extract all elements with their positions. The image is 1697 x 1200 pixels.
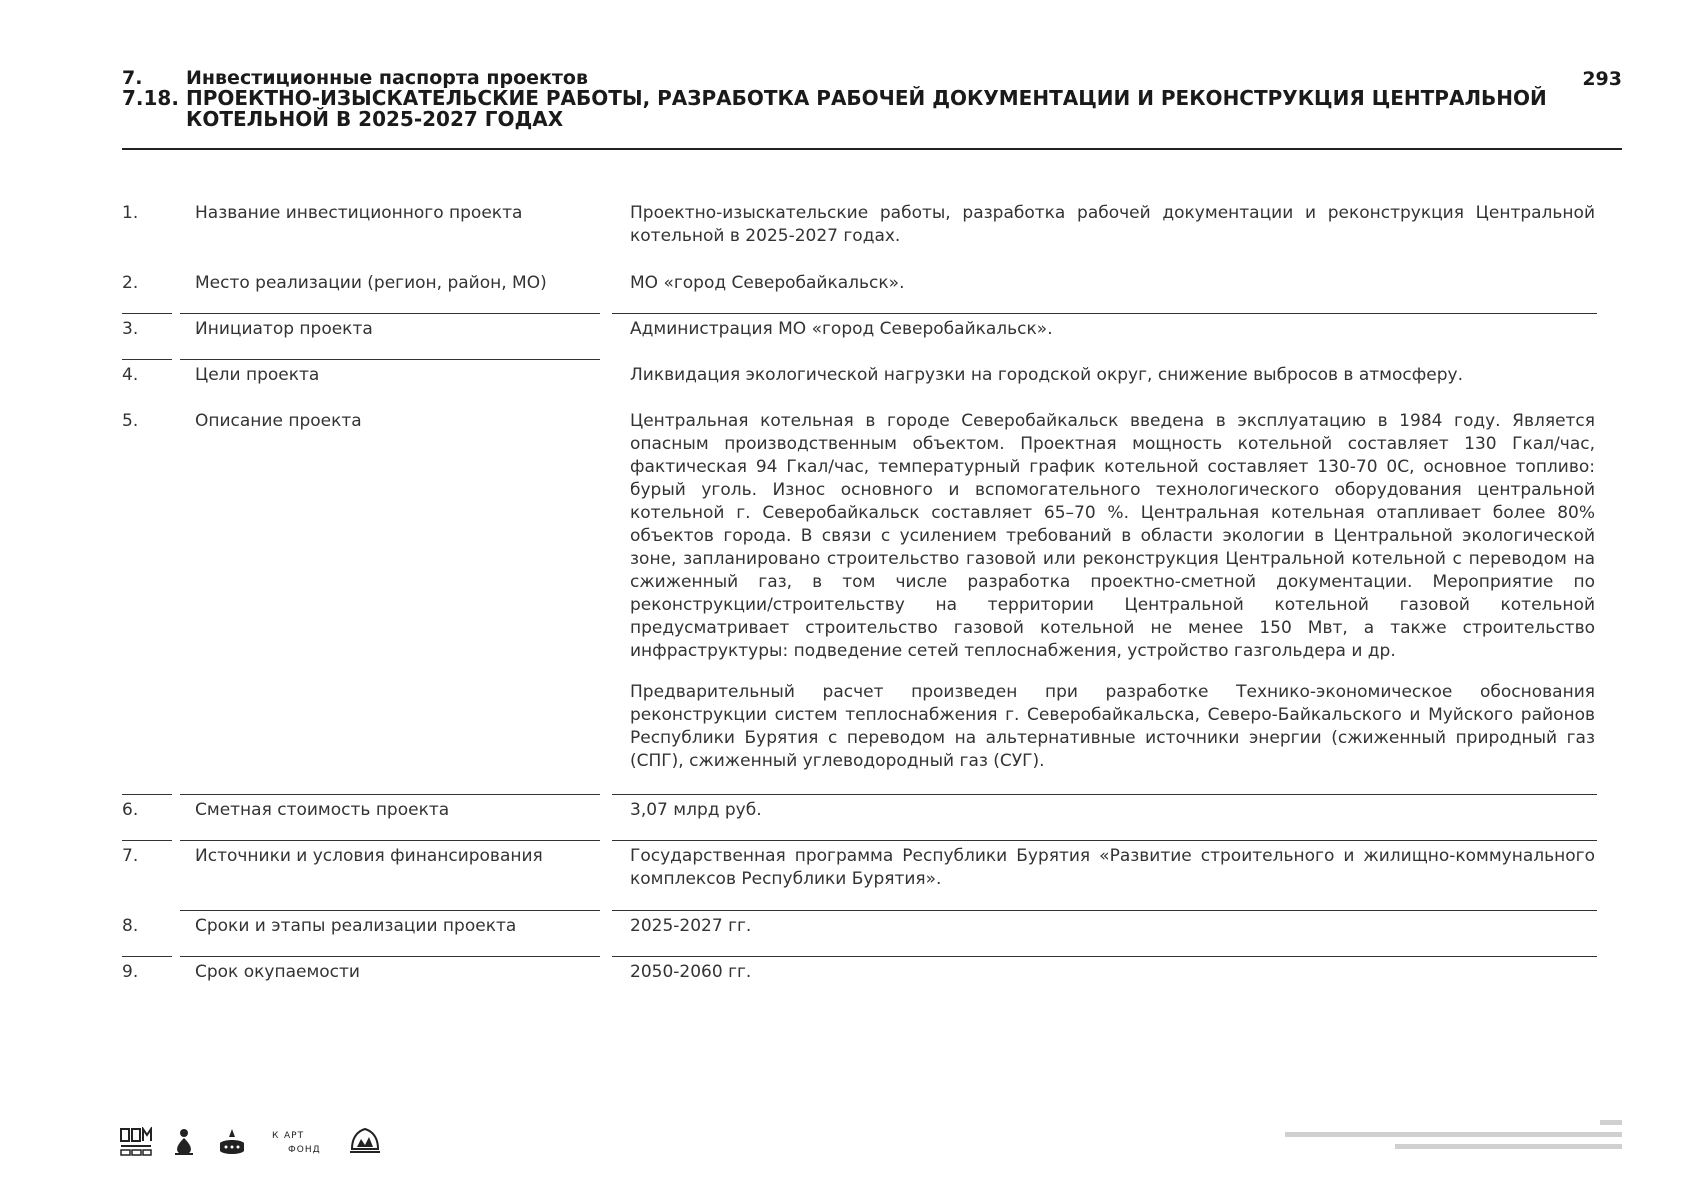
row-value: 3,07 млрд руб. [630, 800, 762, 820]
section-title: Инвестиционные паспорта проектов [186, 67, 589, 89]
footer-logos [120, 1122, 382, 1162]
dom-logo [120, 1127, 152, 1157]
row-divider [180, 794, 600, 795]
row-number: 8. [122, 916, 139, 936]
row-label: Срок окупаемости [195, 962, 360, 982]
row-divider [180, 910, 600, 911]
row-value: 2050-2060 гг. [630, 962, 752, 982]
row-label: Инициатор проекта [195, 319, 373, 339]
row-value [630, 410, 1595, 773]
row-divider [122, 313, 172, 314]
row-divider [180, 359, 600, 360]
row-value: Ликвидация экологической нагрузки на городской округ, снижение выбросов в атмосферу. [630, 365, 1463, 385]
kart-fond-logo [268, 1127, 328, 1157]
row-label: Сроки и этапы реализации проекта [195, 916, 517, 936]
row-divider [612, 910, 1597, 911]
row-number: 2. [122, 273, 139, 293]
row-number: 7. [122, 846, 139, 866]
row-label: Сметная стоимость проекта [195, 800, 450, 820]
row-number: 1. [122, 203, 139, 223]
footer-caption [1205, 1118, 1625, 1164]
hand-logo [216, 1127, 248, 1157]
row-divider [122, 794, 172, 795]
row-number: 9. [122, 962, 139, 982]
row-divider [612, 840, 1597, 841]
svg-text:ФОНД: ФОНД [288, 1145, 321, 1155]
row-label: Цели проекта [195, 365, 320, 385]
row-label: Место реализации (регион, район, МО) [195, 273, 547, 293]
row-divider [180, 313, 600, 314]
row-divider [122, 956, 172, 957]
svg-text:К: К [272, 1131, 280, 1141]
shield-logo [348, 1127, 382, 1157]
row-label: Название инвестиционного проекта [195, 203, 523, 223]
row-number: 6. [122, 800, 139, 820]
row-number: 4. [122, 365, 139, 385]
row-number: 5. [122, 411, 139, 431]
row-label: Источники и условия финансирования [195, 846, 543, 866]
row-divider [122, 840, 172, 841]
row-divider [180, 840, 600, 841]
subsection-number: 7.18. [122, 86, 179, 110]
row-divider [612, 313, 1597, 314]
row-value: Государственная программа Республики Бурятия «Развитие строительного и жилищно-коммунального комплексов Республики Бурятия». [630, 846, 1595, 889]
row-divider [180, 956, 600, 957]
description-paragraph: Предварительный расчет произведен при разработке Технико-экономическое обоснования реконструкции систем теплоснабжения г. Северобайкальска, Северо-Байкальского и Муйского районов Республики Бурятия с переводом на альтернативные источники энергии (сжиженный природный газ (СПГ), сжиженный углеводородный газ (СУГ). [630, 682, 1595, 771]
description-paragraph: Центральная котельная в городе Северобайкальск введена в эксплуатацию в 1984 году. Является опасным производственным объектом. Проектная мощность котельной составляет 130 Гкал/час, фактическая 94 Гкал/час, температурный график котельной составляет 130-70 0С, основное топливо: бурый уголь. Износ основного и вспомогательного технологического оборудования центральной котельной г. Северобайкальск составляет 65–70 %. Центральная котельная отапливает более 80% объектов города. В связи с усилением требований в области экологии в Центральной экологической зоне, запланировано строительство газовой или реконструкция Центральной котельной с переводом на сжиженный газ, в том числе разработка проектно-сметной документации. Мероприятие по реконструкции/строительству на территории Центральной котельной газовой котельной предусматривает строительство газовой котельной не менее 150 Мвт, а также строительство инфраструктуры: подведение сетей теплоснабжения, устройство газгольдера и др. [630, 411, 1595, 661]
row-number: 3. [122, 319, 139, 339]
footer-caption-lines [1205, 1118, 1625, 1160]
row-divider [122, 359, 172, 360]
row-divider [612, 794, 1597, 795]
row-value: МО «город Северобайкальск». [630, 273, 905, 293]
row-value: 2025-2027 гг. [630, 916, 752, 936]
svg-text:АРТ: АРТ [284, 1131, 305, 1141]
row-divider [612, 956, 1597, 957]
row-value: Администрация МО «город Северобайкальск». [630, 319, 1053, 339]
subsection-title: ПРОЕКТНО-ИЗЫСКАТЕЛЬСКИЕ РАБОТЫ, РАЗРАБОТКА РАБОЧЕЙ ДОКУМЕНТАЦИИ И РЕКОНСТРУКЦИЯ ЦЕНТРАЛЬНОЙ КОТЕЛЬНОЙ В 2025-2027 ГОДАХ [186, 86, 1547, 131]
row-value: Проектно-изыскательские работы, разработка рабочей документации и реконструкция Центральной котельной в 2025-2027 годах. [630, 203, 1595, 246]
section-number: 7. [122, 67, 143, 89]
drop-figure-logo [172, 1127, 196, 1157]
page-number: 293 [1582, 68, 1622, 90]
row-label: Описание проекта [195, 411, 362, 431]
